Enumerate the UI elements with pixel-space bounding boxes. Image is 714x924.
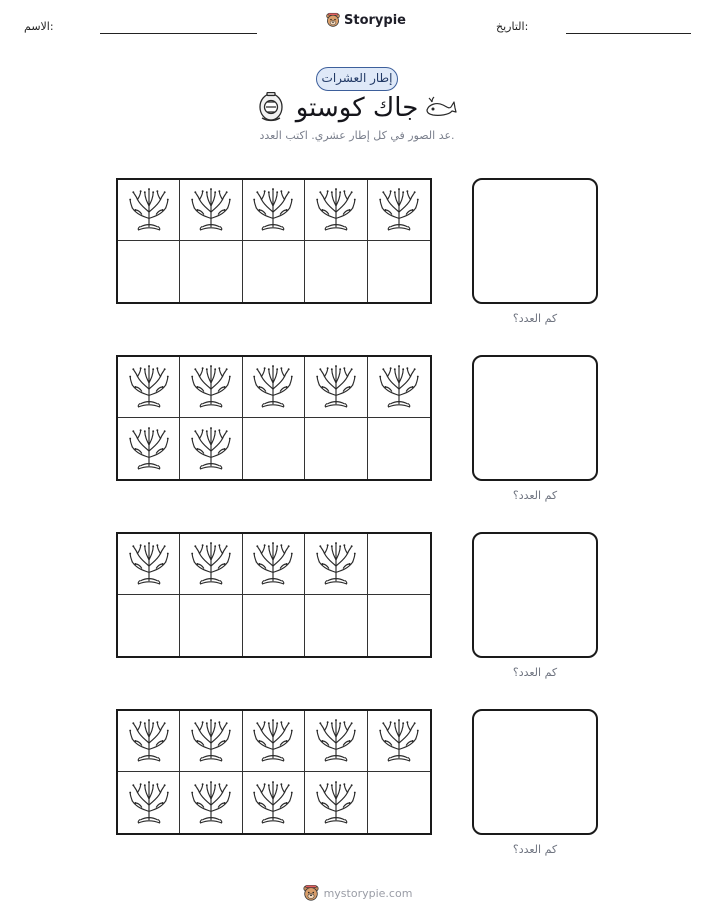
date-label: التاريخ: <box>496 20 529 33</box>
coral-icon <box>190 541 232 587</box>
ten-frame-cell <box>243 241 305 302</box>
ten-frame-cell <box>180 418 242 479</box>
coral-icon <box>128 426 170 472</box>
ten-frame-cell <box>305 418 367 479</box>
ten-frame-cell <box>180 241 242 302</box>
exercise-row <box>0 178 714 338</box>
answer-box[interactable] <box>472 709 598 835</box>
coral-icon <box>378 187 420 233</box>
ten-frame-cell <box>180 534 242 595</box>
instructions-text: عد الصور في كل إطار عشري. اكتب العدد. <box>259 129 455 142</box>
coral-icon <box>378 718 420 764</box>
footer <box>0 884 714 902</box>
ten-frame-cell <box>305 772 367 833</box>
ten-frame-cell <box>118 772 180 833</box>
coral-icon <box>315 364 357 410</box>
answer-box[interactable] <box>472 178 598 304</box>
coral-icon <box>128 364 170 410</box>
answer-box[interactable] <box>472 355 598 481</box>
coral-icon <box>128 187 170 233</box>
name-label: الاسم: <box>24 20 54 33</box>
worksheet-header <box>0 0 714 60</box>
answer-label: كم العدد؟ <box>512 489 558 502</box>
ten-frame-cell <box>243 180 305 241</box>
ten-frame-cell <box>243 595 305 656</box>
bear-mascot-icon <box>302 884 320 902</box>
coral-icon <box>315 541 357 587</box>
ten-frame-cell <box>368 418 430 479</box>
coral-icon <box>252 187 294 233</box>
exercise-row <box>0 355 714 515</box>
ten-frame-cell <box>180 180 242 241</box>
ten-frame-cell <box>118 357 180 418</box>
coral-icon <box>190 364 232 410</box>
ten-frame-cell <box>305 241 367 302</box>
ten-frame-cell <box>118 180 180 241</box>
ten-frame-cell <box>180 711 242 772</box>
ten-frame-cell <box>243 772 305 833</box>
answer-label: كم العدد؟ <box>512 312 558 325</box>
coral-icon <box>190 426 232 472</box>
ten-frame-cell <box>368 241 430 302</box>
page-title: جاك كوستو <box>295 93 419 123</box>
ten-frame <box>116 532 432 658</box>
bear-mascot-icon <box>325 12 341 28</box>
ten-frame-cell <box>180 772 242 833</box>
whale-icon <box>425 96 457 118</box>
coral-icon <box>252 364 294 410</box>
ten-frame-cell <box>243 418 305 479</box>
brand-logo <box>325 12 406 28</box>
ten-frame <box>116 355 432 481</box>
ten-frame <box>116 178 432 304</box>
brand-name: Storypie <box>344 12 406 28</box>
ten-frame-cell <box>368 180 430 241</box>
ten-frame-cell <box>118 534 180 595</box>
coral-icon <box>190 780 232 826</box>
name-line[interactable] <box>100 33 257 34</box>
ten-frame-cell <box>305 357 367 418</box>
ten-frame-cell <box>118 711 180 772</box>
ten-frame-cell <box>368 711 430 772</box>
coral-icon <box>252 541 294 587</box>
ten-frame-cell <box>243 357 305 418</box>
exercise-row <box>0 532 714 692</box>
coral-icon <box>128 718 170 764</box>
coral-icon <box>315 718 357 764</box>
ten-frame-cell <box>305 180 367 241</box>
coral-icon <box>128 780 170 826</box>
ten-frame-cell <box>368 357 430 418</box>
ten-frame-cell <box>368 534 430 595</box>
coral-icon <box>378 364 420 410</box>
ten-frame-cell <box>305 534 367 595</box>
coral-icon <box>190 718 232 764</box>
exercise-row <box>0 709 714 869</box>
date-line[interactable] <box>566 33 691 34</box>
ten-frame <box>116 709 432 835</box>
worksheet-type-badge: إطار العشرات <box>316 67 398 91</box>
coral-icon <box>128 541 170 587</box>
answer-label: كم العدد؟ <box>512 843 558 856</box>
ten-frame-cell <box>118 418 180 479</box>
coral-icon <box>252 780 294 826</box>
ten-frame-cell <box>368 772 430 833</box>
ten-frame-cell <box>305 595 367 656</box>
coral-icon <box>315 780 357 826</box>
ten-frame-cell <box>243 711 305 772</box>
coral-icon <box>190 187 232 233</box>
answer-box[interactable] <box>472 532 598 658</box>
ten-frame-cell <box>243 534 305 595</box>
answer-label: كم العدد؟ <box>512 666 558 679</box>
ten-frame-cell <box>305 711 367 772</box>
ten-frame-cell <box>180 595 242 656</box>
footer-url: mystorypie.com <box>323 886 413 900</box>
coral-icon <box>315 187 357 233</box>
ten-frame-cell <box>180 357 242 418</box>
ten-frame-cell <box>118 241 180 302</box>
ten-frame-cell <box>118 595 180 656</box>
ten-frame-cell <box>368 595 430 656</box>
coral-icon <box>252 718 294 764</box>
